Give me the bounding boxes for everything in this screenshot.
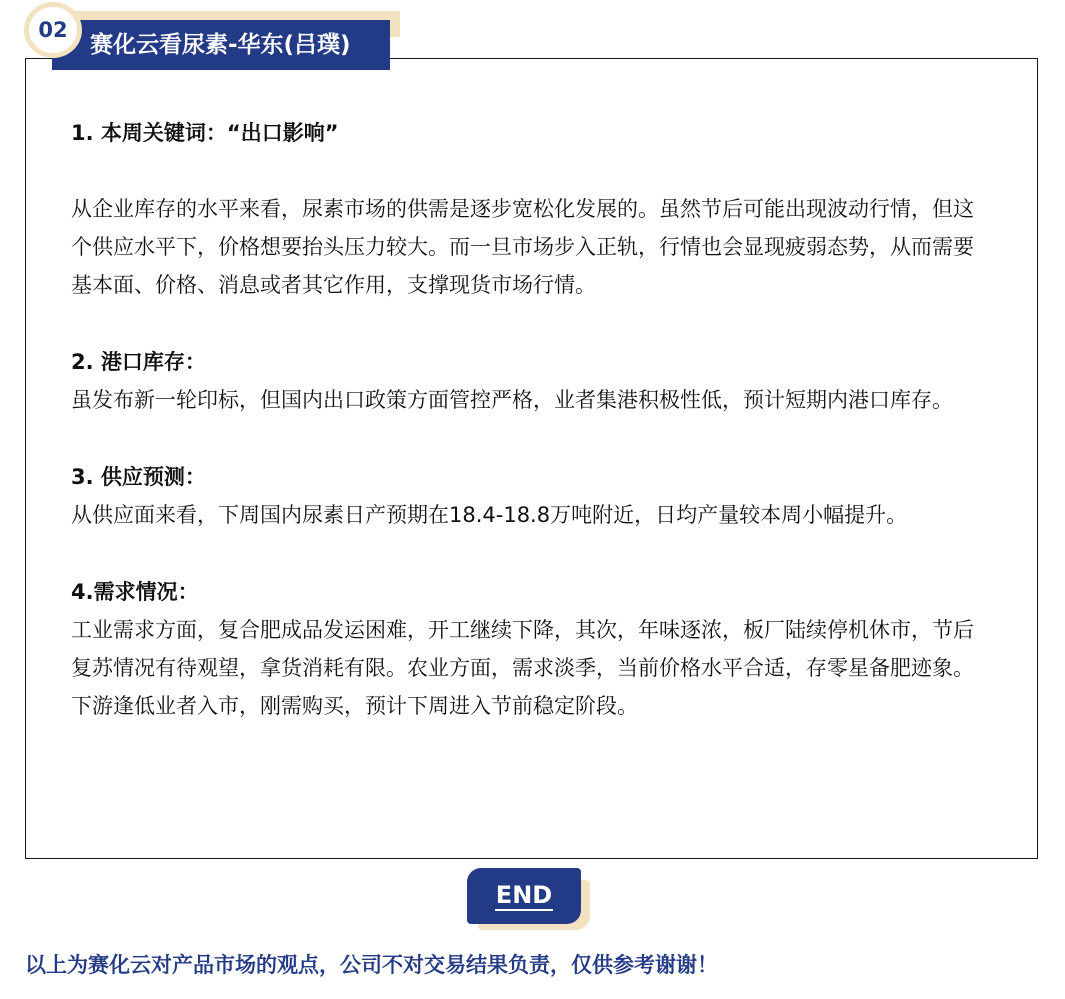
end-badge (467, 868, 581, 924)
disclaimer-footer: 以上为赛化云对产品市场的观点，公司不对交易结果负责，仅供参考谢谢！ (25, 953, 718, 977)
section-body-port-inventory: 虽发布新一轮印标，但国内出口政策方面管控严格，业者集港积极性低，预计短期内港口库存。 (71, 388, 953, 412)
section-title-banner (52, 20, 390, 70)
section-body-supply-forecast: 从供应面来看，下周国内尿素日产预期在18.4-18.8万吨附近，日均产量较本周小幅提升。 (71, 503, 908, 527)
article-content (71, 114, 991, 725)
section-heading-demand: 4.需求情况： (71, 580, 199, 604)
section-heading-supply-forecast: 3. 供应预测： (71, 465, 206, 489)
section-heading-keyword: 1. 本周关键词：“出口影响” (71, 121, 339, 145)
section-heading-port-inventory: 2. 港口库存： (71, 350, 206, 374)
end-label: END (495, 881, 553, 909)
section-body-demand: 工业需求方面，复合肥成品发运困难，开工继续下降，其次，年味逐浓，板厂陆续停机休市，节后复苏情况有待观望，拿货消耗有限。农业方面，需求淡季，当前价格水平合适，存零星备肥迹象。下游逢低业者入市，刚需购买，预计下周进入节前稳定阶段。 (71, 618, 974, 718)
section-title: 赛化云看尿素-华东(吕璞) (90, 32, 351, 58)
section-number: 02 (29, 7, 77, 53)
section-number-badge (24, 2, 82, 58)
section-body-keyword: 从企业库存的水平来看，尿素市场的供需是逐步宽松化发展的。虽然节后可能出现波动行情，但这个供应水平下，价格想要抬头压力较大。而一旦市场步入正轨，行情也会显现疲弱态势，从而需要基本面、价格、消息或者其它作用，支撑现货市场行情。 (71, 197, 974, 297)
